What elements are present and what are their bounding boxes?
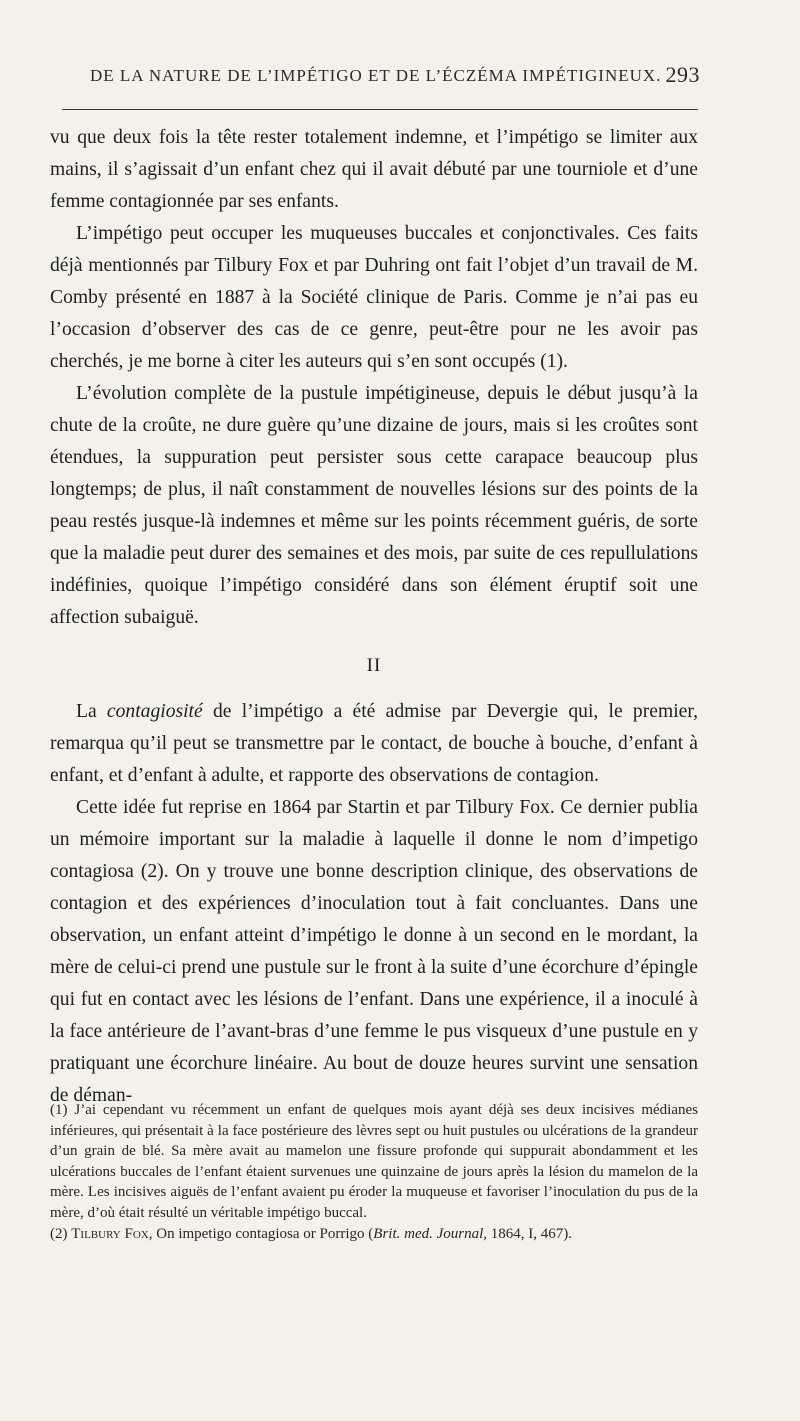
main-text [50,122,698,1112]
footnote-2-author: Tilbury Fox [71,1225,149,1242]
footnote-2-journal: Brit. med. Journal, [373,1225,488,1242]
footnote-2-title: , On impetigo contagiosa or Porrigo ( [148,1225,374,1242]
running-title: DE LA NATURE DE L’IMPÉTIGO ET DE L’ÉCZÉMA IMPÉTIGINEUX. [90,66,662,85]
paragraph-4 [50,696,698,792]
footnotes [50,1100,698,1244]
paragraph-2: L’impétigo peut occuper les muqueuses buccales et conjonctivales. Ces faits déjà mentionnés par Tilbury Fox et par Duhring ont fait l’objet d’un travail de M. Comby présenté en 1887 à la Société clinique de Paris. Comme je n’ai pas eu l’occasion d’observer des cas de ce genre, peut-être pour ne les avoir pas cherchés, je me borne à citer les auteurs qui s’en sont occupés (1). [50,223,698,372]
section-heading: II [366,655,382,676]
footnote-2-end: 1864, I, 467). [487,1225,573,1242]
running-header [60,62,700,96]
paragraph-4-rest: de l’impétigo a été admise par Devergie qui, le premier, remarqua qu’il peut se transmettre par le contact, de bouche à bouche, d’enfant à enfant, et d’enfant à adulte, et rapporte des observations de contagion. [50,701,698,786]
paragraph-3: L’évolution complète de la pustule impétigineuse, depuis le début jusqu’à la chute de la croûte, ne dure guère qu’une dizaine de jours, mais si les croûtes sont étendues, la suppuration peut persister sous cette carapace beaucoup plus longtemps; de plus, il naît constamment de nouvelles lésions sur des points de la peau restés jusque-là indemnes et même sur les points récemment guéris, de sorte que la maladie peut durer des semaines et des mois, par suite de ces repullulations indéfinies, quoique l’impétigo considéré dans son élément éruptif soit une affection subaiguë. [50,383,698,628]
footnote-2-number: (2) [50,1225,72,1242]
paragraph-5: Cette idée fut reprise en 1864 par Startin et par Tilbury Fox. Ce dernier publia un mémoire important sur la maladie à laquelle il donne le nom d’impetigo contagiosa (2). On y trouve une bonne description clinique, des observations de contagion et des expériences d’inoculation tout à fait concluantes. Dans une observation, un enfant atteint d’impétigo le donne à un second en le mordant, la mère de celui-ci prend une pustule sur le front à la suite d’une écorchure d’épingle qui fut en contact avec les lésions de l’enfant. Dans une expérience, il a inoculé à la face antérieure de l’avant-bras d’une femme le pus visqueux d’une pustule en y pratiquant une écorchure linéaire. Au bout de douze heures survint une sensation de déman- [50,797,698,1106]
paragraph-4-start: La [76,701,107,722]
paragraph-4-italic: contagiosité [106,701,203,722]
page-number: 293 [665,62,700,87]
footnote-1: (1) J’ai cependant vu récemment un enfant de quelques mois ayant déjà ses deux incisives médianes inférieures, qui présentait à la face postérieure des lèvres sept ou huit pustules ou ulcérations de la grandeur d’un grain de blé. Sa mère avait au mamelon une fissure profonde qui suppurait abondamment et les ulcérations buccales de l’enfant étaient survenues une quinzaine de jours après la lésion du mamelon de la mère. Les incisives aiguës de l’enfant avaient pu éroder la muqueuse et favoriser l’inoculation du pus de la mère, d’où était résulté un véritable impétigo buccal. [50,1102,698,1221]
footnote-2 [50,1224,698,1245]
paragraph-1: vu que deux fois la tête rester totalement indemne, et l’impétigo se limiter aux mains, il s’agissait d’un enfant chez qui il avait débuté par une tourniole et d’une femme contagionnée par ses enfants. [50,127,698,212]
header-rule [62,109,698,110]
